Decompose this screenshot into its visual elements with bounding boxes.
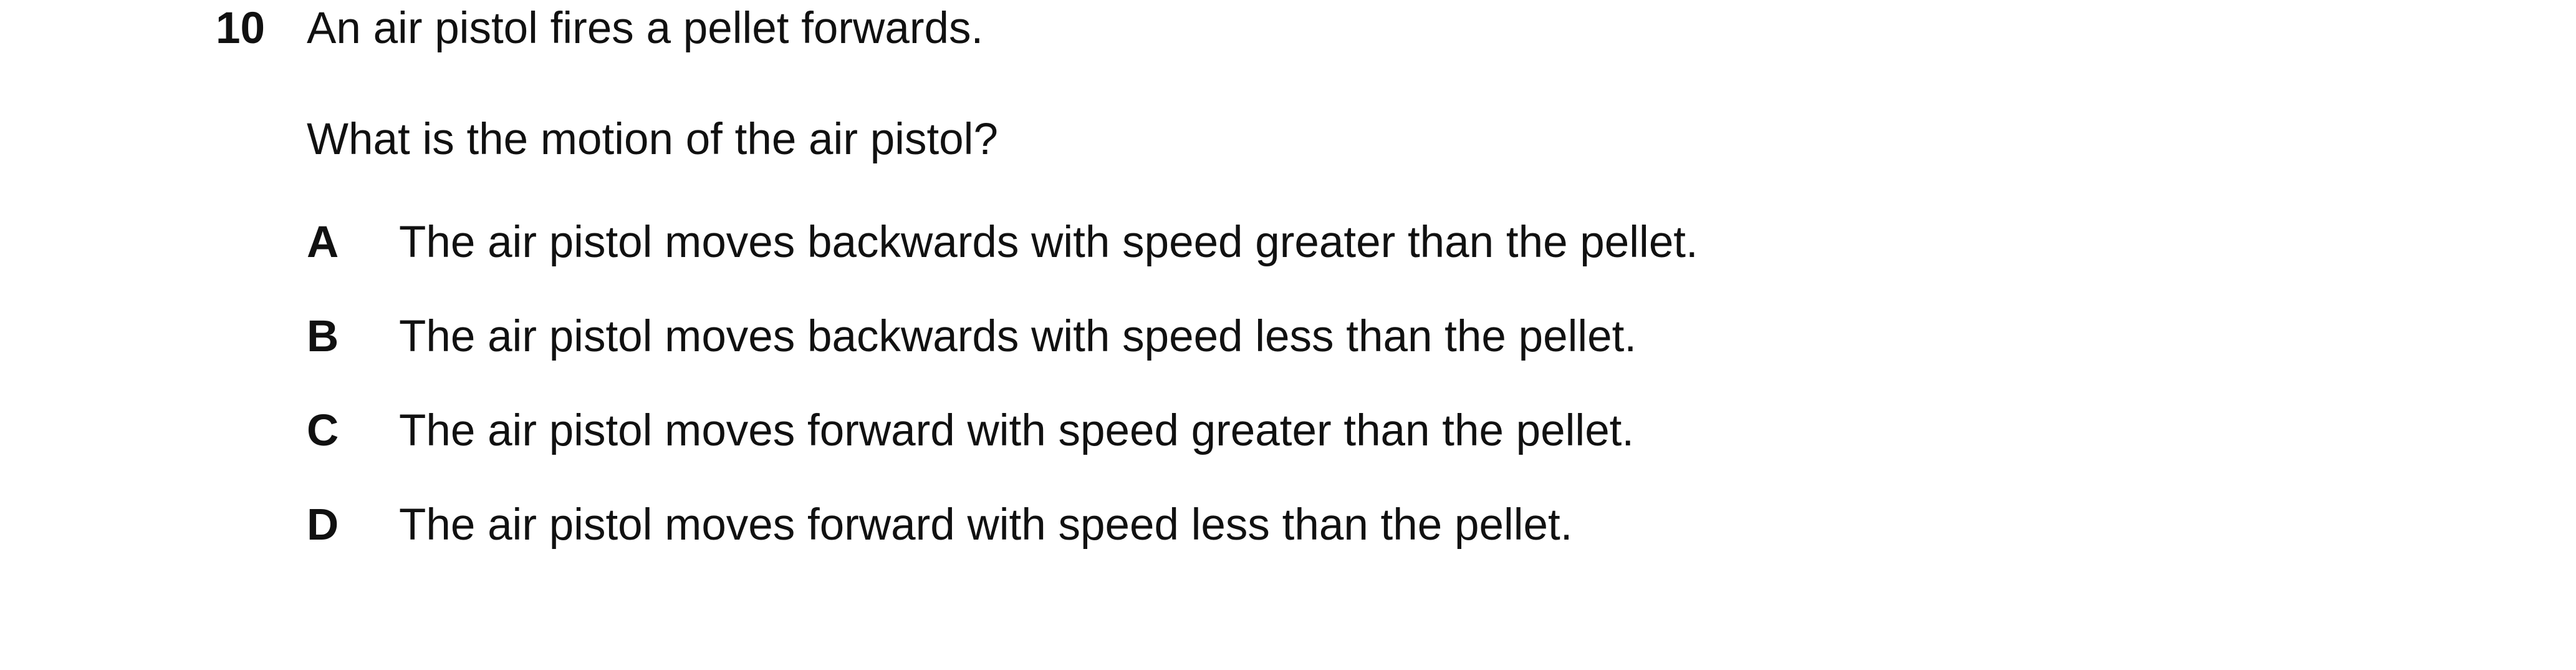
option-c <box>307 406 1928 465</box>
option-a-text: The air pistol moves backwards with speed greater than the pellet. <box>399 218 1698 267</box>
option-c-text: The air pistol moves forward with speed greater than the pellet. <box>399 406 1635 455</box>
option-b-letter: B <box>307 312 339 361</box>
question-prompt: What is the motion of the air pistol? <box>307 115 998 164</box>
option-c-letter: C <box>307 406 339 455</box>
question-stem: An air pistol fires a pellet forwards. <box>307 4 984 53</box>
option-d-letter: D <box>307 500 339 550</box>
option-d-text: The air pistol moves forward with speed less than the pellet. <box>399 500 1573 550</box>
option-d <box>307 500 1928 559</box>
option-a <box>307 220 1928 276</box>
question-number: 10 <box>216 4 265 53</box>
option-b <box>307 314 1928 371</box>
option-a-letter: A <box>307 218 339 267</box>
option-b-text: The air pistol moves backwards with speed less than the pellet. <box>399 312 1637 361</box>
